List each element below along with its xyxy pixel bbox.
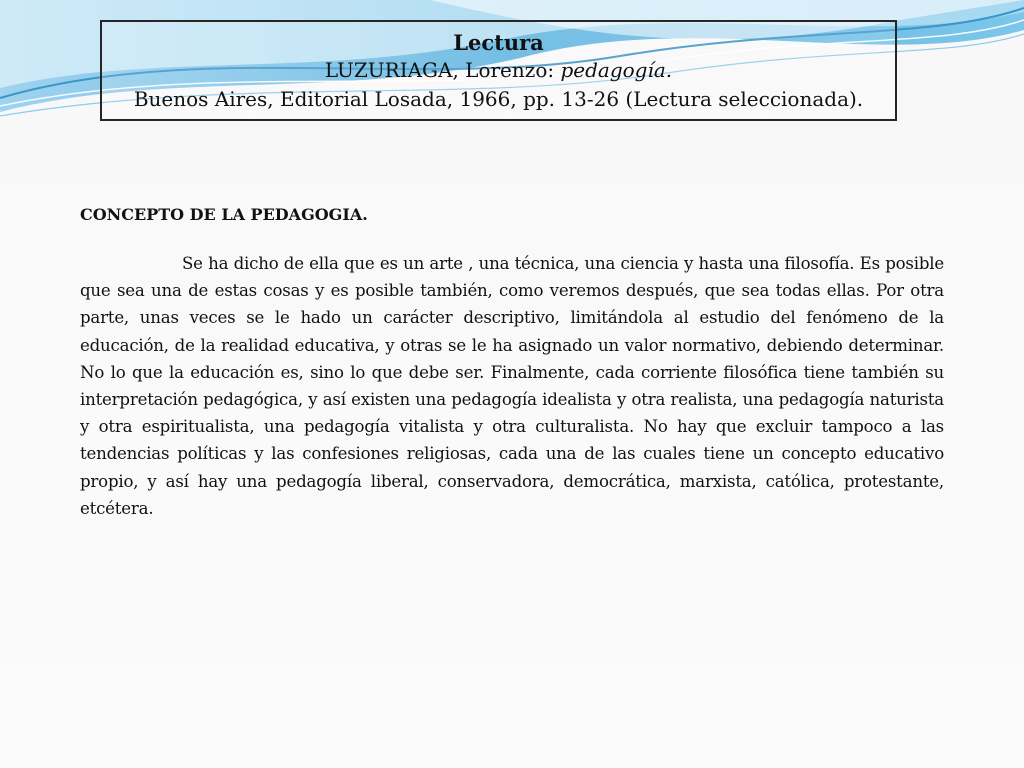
reading-title: Lectura: [453, 30, 544, 55]
work-title: pedagogía.: [560, 58, 673, 82]
author-reference: [102, 56, 895, 84]
author-name: LUZURIAGA, Lorenzo:: [324, 58, 561, 82]
reading-reference-box: [100, 20, 897, 121]
body-paragraph: Se ha dicho de ella que es un arte , una técnica, una ciencia y hasta una filosofía. Es posible que sea una de estas cosas y es posible también, como veremos después, que sea todas ellas. Por otra parte, unas veces se le hado un carácter descriptivo, limitándola al estudio del fenómeno de la educación, de la realidad educativa, y otras se le ha asignado un valor normativo, debiendo determinar. No lo que la educación es, sino lo que debe ser. Finalmente, cada corriente filosófica tiene también su interpretación pedagógica, y así existen una pedagogía idealista y otra realista, una pedagogía naturista y otra espiritualista, una pedagogía vitalista y otra culturalista. No hay que excluir tampoco a las tendencias políticas y las confesiones religiosas, cada una de las cuales tiene un concepto educativo propio, y así hay una pedagogía liberal, conservadora, democrática, marxista, católica, protestante, etcétera.: [80, 254, 944, 518]
publication-details: Buenos Aires, Editorial Losada, 1966, pp. 13-26 (Lectura seleccionada).: [133, 87, 864, 111]
reading-content: [80, 204, 944, 522]
section-heading: CONCEPTO DE LA PEDAGOGIA.: [80, 205, 368, 224]
